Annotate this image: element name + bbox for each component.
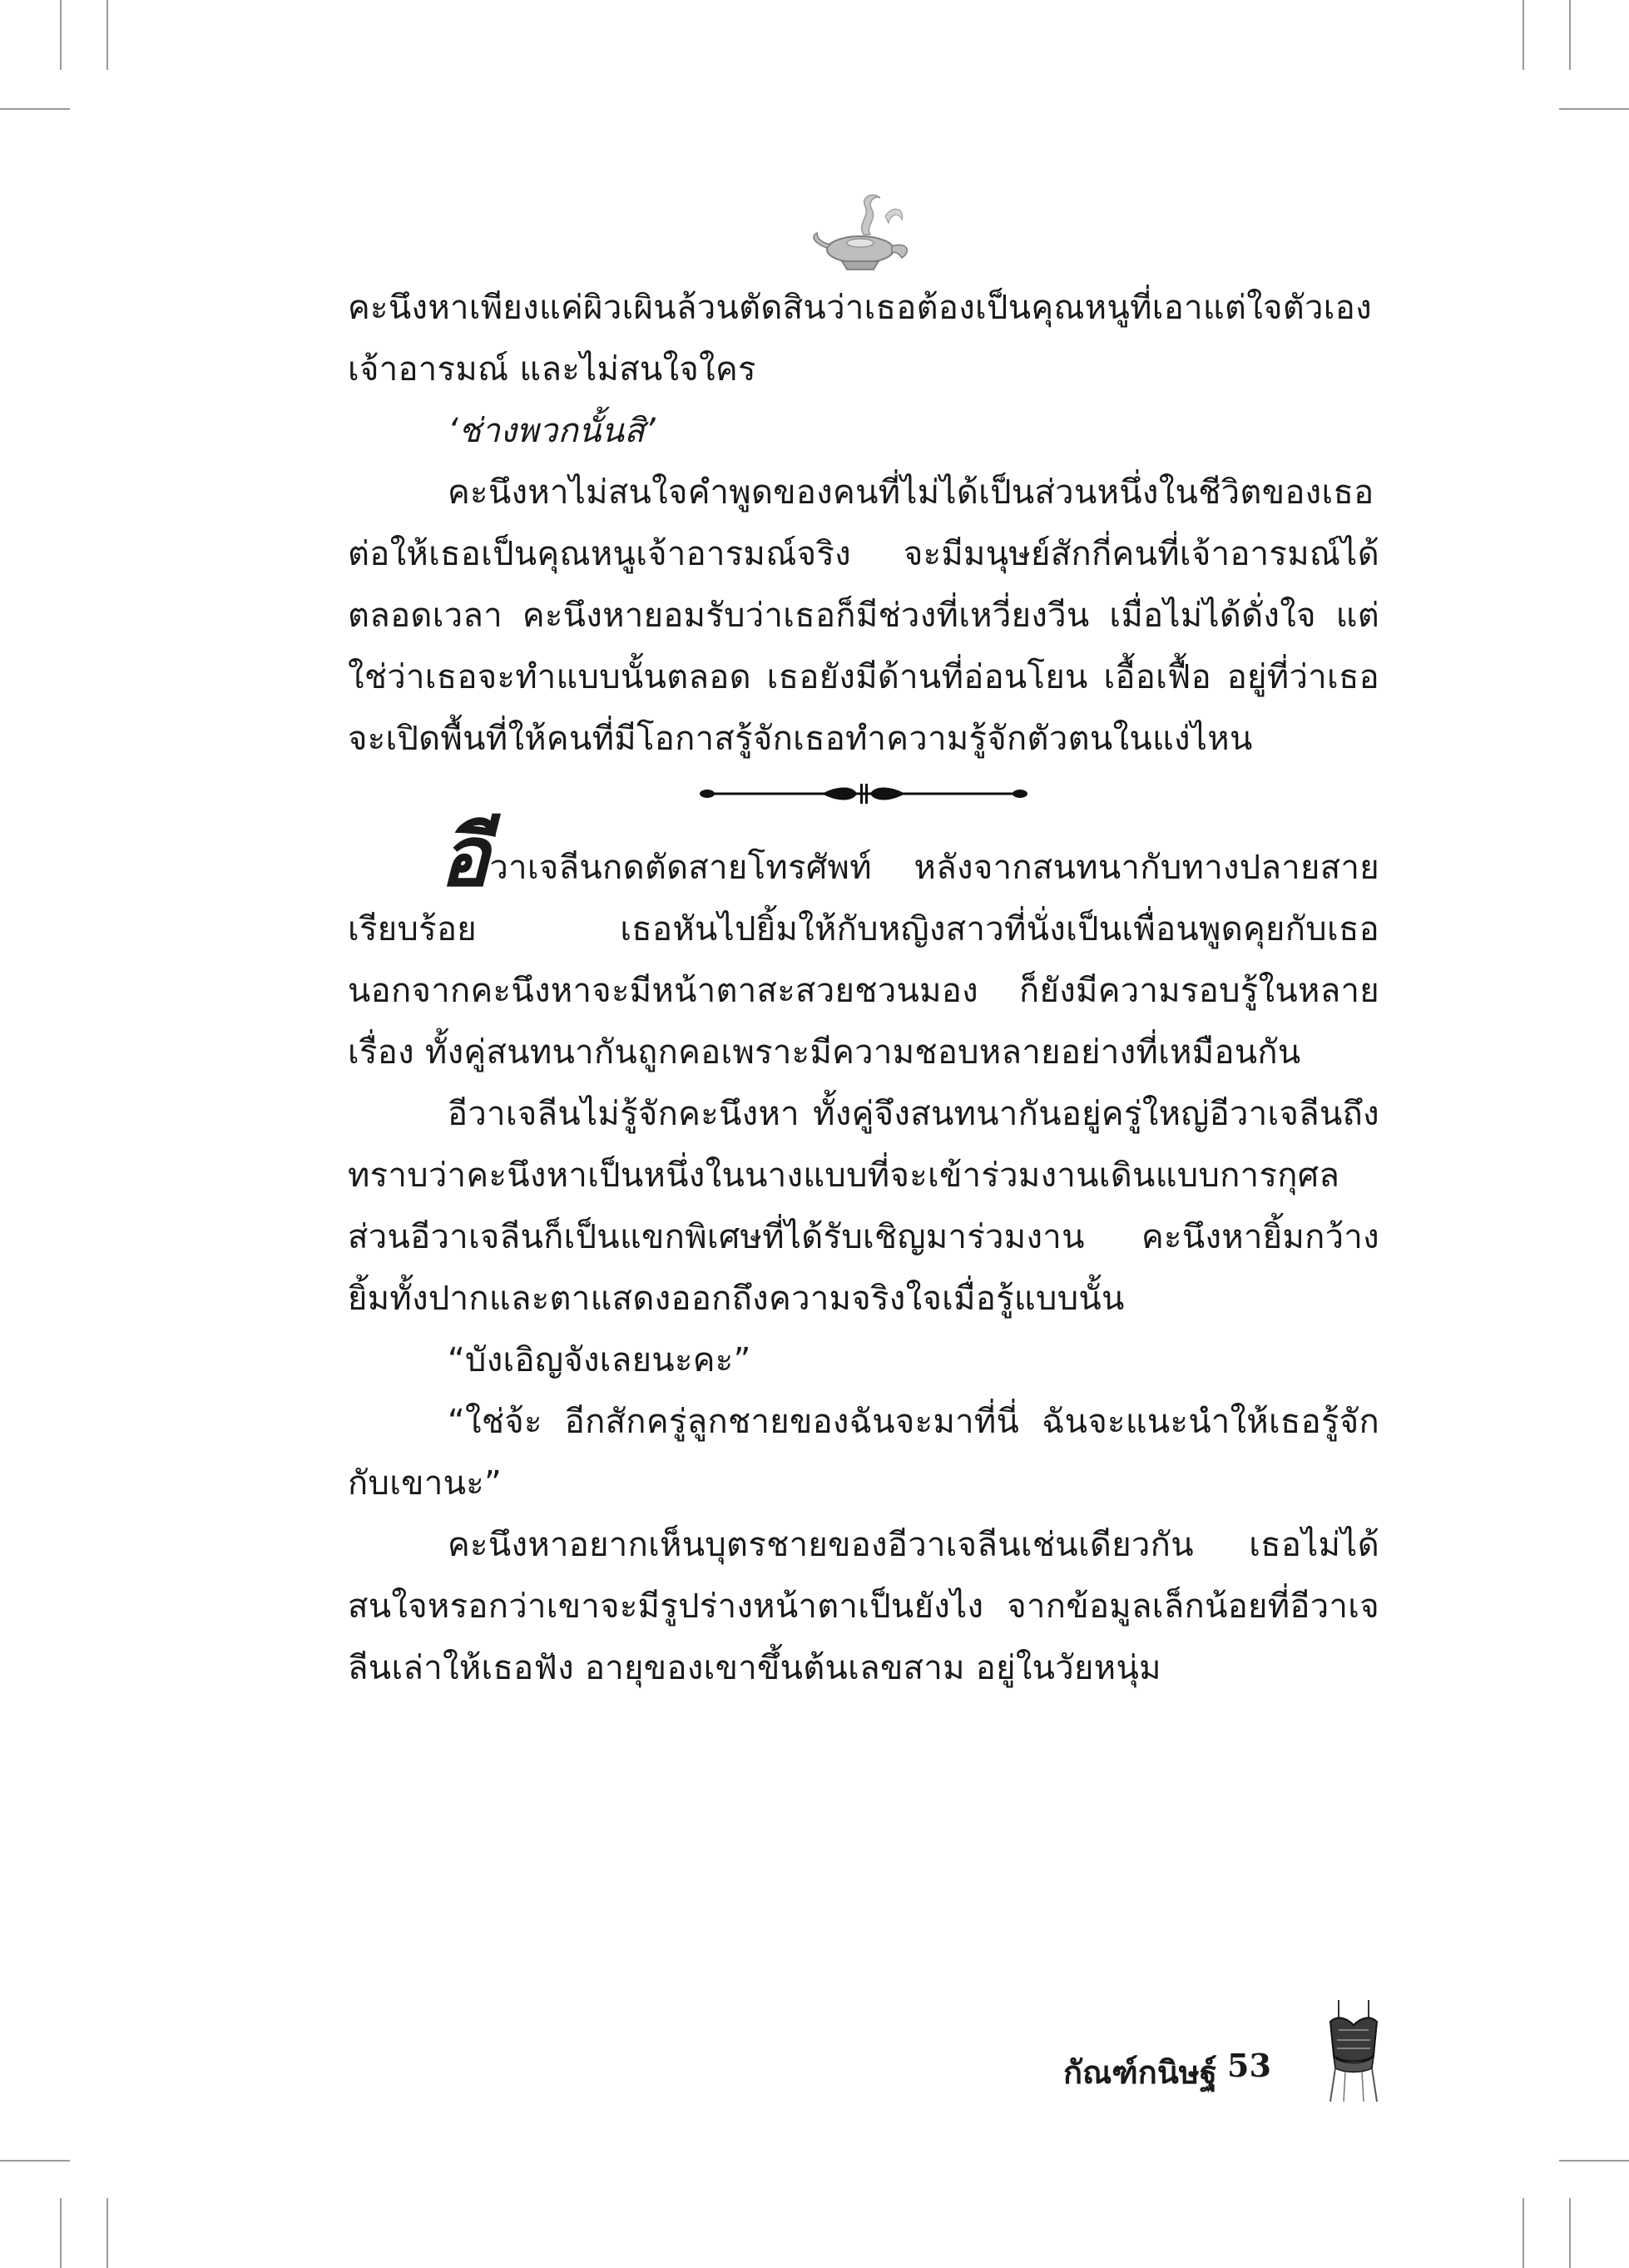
crop-mark — [1523, 0, 1524, 70]
crop-mark — [106, 0, 108, 70]
paragraph: คะนึงหาอยากเห็นบุตรชายของอีวาเจลีนเช่นเดียวกัน เธอไม่ได้สนใจหรอกว่าเขาจะมีรูปร่างหน้าตาเป็นยังไง จากข้อมูลเล็กน้อยที่อีวาเจลีนเล่าให้เธอฟัง อายุของเขาขึ้นต้นเลขสาม อยู่ในวัยหนุ่ม — [348, 1526, 1379, 1687]
paragraph: คะนึงหาเพียงแค่ผิวเผินล้วนตัดสินว่าเธอต้องเป็นคุณหนูที่เอาแต่ใจตัวเอง เจ้าอารมณ์ และไม่สนใจใคร — [348, 289, 1372, 389]
paragraph-body: วาเจลีนกดตัดสายโทรศัพท์ หลังจากสนทนากับทางปลายสายเรียบร้อย เธอหันไปยิ้มให้กับหญิงสาวที่นั่งเป็นเพื่อนพูดคุยกับเธอ นอกจากคะนึงหาจะมีหน้าตาสะสวยชวนมอง ก็ยังมีความรอบรู้ในหลายเรื่อง ทั้งคู่สนทนากันถูกคอเพราะมีความชอบหลายอย่างที่เหมือนกัน — [348, 849, 1379, 1072]
running-footer-title: กัณฑ์กนิษฐ์ — [1063, 2053, 1217, 2091]
dialogue: “ใช่จ้ะ อีกสักครู่ลูกชายของฉันจะมาที่นี่ ฉันจะแนะนำให้เธอรู้จักกับเขานะ” — [348, 1403, 1379, 1503]
paragraph: คะนึงหาไม่สนใจคำพูดของคนที่ไม่ได้เป็นส่วนหนึ่งในชีวิตของเธอ ต่อให้เธอเป็นคุณหนูเจ้าอารมณ์จริง จะมีมนุษย์สักกี่คนที่เจ้าอารมณ์ได้ตลอดเวลา คะนึงหายอมรับว่าเธอก็มีช่วงที่เหวี่ยงวีน เมื่อไม่ได้ดั่งใจ แต่ใช่ว่าเธอจะทำแบบนั้นตลอด เธอยังมีด้านที่อ่อนโยน เอื้อเฟื้อ อยู่ที่ว่าเธอจะเปิดพื้นที่ให้คนที่มีโอกาสรู้จักเธอทำความรู้จักตัวตนในแง่ไหน — [348, 473, 1379, 758]
paragraph: อีวาเจลีนไม่รู้จักคะนึงหา ทั้งคู่จึงสนทนากันอยู่ครู่ใหญ่อีวาเจลีนถึงทราบว่าคะนึงหาเป็นหนึ่งในนางแบบที่จะเข้าร่วมงานเดินแบบการกุศล ส่วนอีวาเจลีนก็เป็นแขกพิเศษที่ได้รับเชิญมาร่วมงาน คะนึงหายิ้มกว้าง ยิ้มทั้งปากและตาแสดงออกถึงความจริงใจเมื่อรู้แบบนั้น — [348, 1095, 1379, 1318]
italic-thought: ‘ช่างพวกนั้นสิ’ — [448, 412, 656, 450]
crop-mark — [106, 2198, 108, 2268]
crop-mark — [0, 108, 70, 110]
crop-mark — [60, 2198, 62, 2268]
body-text — [348, 277, 1379, 1699]
teapot-lamp-icon — [805, 183, 922, 283]
crop-mark — [1559, 108, 1629, 110]
crop-mark — [1523, 2198, 1524, 2268]
corset-icon — [1319, 1997, 1389, 2105]
crop-mark — [1569, 2198, 1571, 2268]
flourish-divider-icon — [348, 770, 1379, 820]
page-number: 53 — [1227, 2047, 1271, 2084]
crop-mark — [0, 2160, 70, 2162]
crop-mark — [60, 0, 62, 70]
crop-mark — [1569, 0, 1571, 70]
crop-mark — [1559, 2160, 1629, 2162]
drop-cap: อี — [439, 807, 490, 905]
paragraph-dropcap — [348, 807, 1379, 1083]
dialogue: “บังเอิญจังเลยนะคะ” — [448, 1341, 751, 1379]
